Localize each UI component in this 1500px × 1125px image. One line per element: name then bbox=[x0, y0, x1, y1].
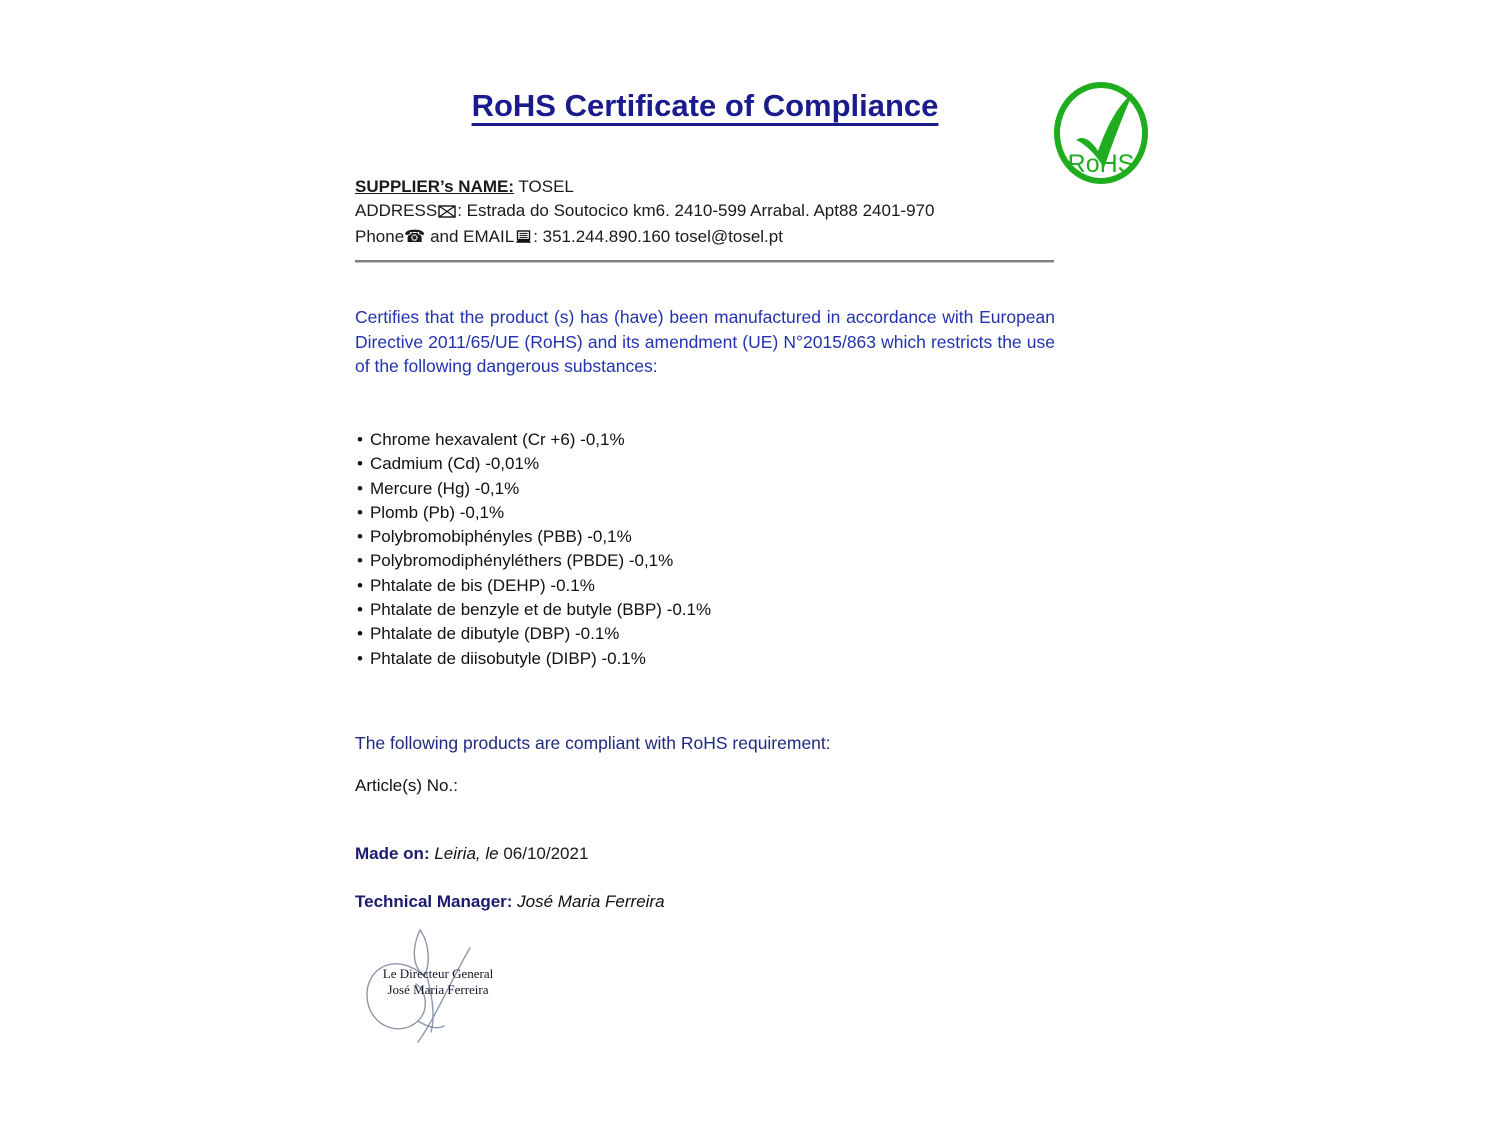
bullet-marker: • bbox=[357, 600, 363, 620]
bullet-marker: • bbox=[357, 478, 363, 498]
rohs-logo bbox=[1052, 80, 1150, 186]
supplier-name-label: SUPPLIER’s NAME: bbox=[355, 177, 515, 196]
compliance-statement: The following products are compliant with RoHS requirement: bbox=[355, 733, 831, 753]
supplier-contact-line bbox=[355, 225, 934, 251]
article-number-line: Article(s) No.: bbox=[355, 776, 458, 795]
bullet-marker: • bbox=[357, 624, 363, 644]
substance-item bbox=[357, 525, 711, 549]
substance-text: Cadmium (Cd) -0,01% bbox=[369, 454, 540, 474]
made-on-place: Leiria, le bbox=[429, 844, 504, 863]
substance-text: Phtalate de dibutyle (DBP) -0.1% bbox=[369, 624, 620, 644]
signature-name: José Maria Ferreira bbox=[387, 982, 489, 997]
address-label: ADDRESS bbox=[355, 201, 438, 220]
bullet-marker: • bbox=[357, 430, 363, 449]
substance-item bbox=[357, 574, 711, 598]
supplier-name-value: TOSEL bbox=[514, 177, 574, 196]
envelope-icon bbox=[438, 201, 456, 225]
made-on-date: 06/10/2021 bbox=[503, 844, 589, 863]
technical-manager-line bbox=[355, 892, 665, 912]
substance-item bbox=[357, 501, 711, 525]
substance-text: Phtalate de benzyle et de butyle (BBP) -0.1% bbox=[369, 600, 712, 620]
certification-statement: Certifies that the product (s) has (have) been manufactured in accordance with European Directive 2011/65/UE (RoHS) and its amendment (UE) N°2015/863 which restricts the use of the following dangerous substances: bbox=[355, 307, 1055, 376]
bullet-marker: • bbox=[357, 502, 363, 522]
page-title: RoHS Certificate of Compliance bbox=[471, 88, 939, 123]
supplier-info bbox=[355, 175, 934, 251]
substance-text: Chrome hexavalent (Cr +6) -0,1% bbox=[369, 430, 625, 449]
made-on-label: Made on: bbox=[355, 844, 430, 863]
substance-text: Plomb (Pb) -0,1% bbox=[369, 502, 505, 522]
substance-text: Polybromodiphényléthers (PBDE) -0,1% bbox=[369, 551, 674, 571]
substance-item bbox=[357, 549, 711, 573]
substance-item bbox=[357, 598, 711, 622]
substance-item bbox=[357, 647, 711, 671]
signature-caption bbox=[374, 966, 502, 998]
email-label: and EMAIL bbox=[425, 227, 515, 246]
substance-item bbox=[357, 428, 711, 452]
bullet-marker: • bbox=[357, 648, 363, 668]
supplier-address-line bbox=[355, 199, 934, 225]
technical-manager-value: José Maria Ferreira bbox=[512, 892, 665, 911]
bullet-marker: • bbox=[357, 527, 363, 547]
made-on-line bbox=[355, 844, 588, 864]
rohs-checkmark-icon bbox=[1052, 80, 1150, 186]
substance-text: Polybromobiphényles (PBB) -0,1% bbox=[369, 527, 632, 547]
section-divider bbox=[355, 260, 1054, 263]
signature-block bbox=[356, 922, 506, 1052]
bullet-marker: • bbox=[357, 575, 363, 595]
substance-text: Phtalate de bis (DEHP) -0.1% bbox=[369, 575, 595, 595]
address-value: : Estrada do Soutocico km6. 2410-599 Arrabal. Apt88 2401-970 bbox=[457, 201, 935, 220]
phone-label: Phone bbox=[355, 227, 405, 246]
substance-item bbox=[357, 622, 711, 646]
bullet-marker: • bbox=[357, 454, 363, 474]
signature-title: Le Directeur General bbox=[382, 966, 494, 981]
supplier-name-line bbox=[355, 175, 934, 199]
svg-text:RoHS: RoHS bbox=[1067, 150, 1135, 178]
substance-item bbox=[357, 452, 711, 476]
computer-icon bbox=[515, 227, 532, 251]
telephone-icon: ☎ bbox=[404, 227, 426, 247]
contact-value: : 351.244.890.160 tosel@tosel.pt bbox=[533, 227, 783, 246]
substance-text: Mercure (Hg) -0,1% bbox=[369, 478, 520, 498]
technical-manager-label: Technical Manager: bbox=[355, 892, 513, 911]
bullet-marker: • bbox=[357, 551, 363, 571]
substance-text: Phtalate de diisobutyle (DIBP) -0.1% bbox=[369, 648, 646, 668]
substance-item bbox=[357, 477, 711, 501]
substances-list bbox=[357, 428, 711, 671]
